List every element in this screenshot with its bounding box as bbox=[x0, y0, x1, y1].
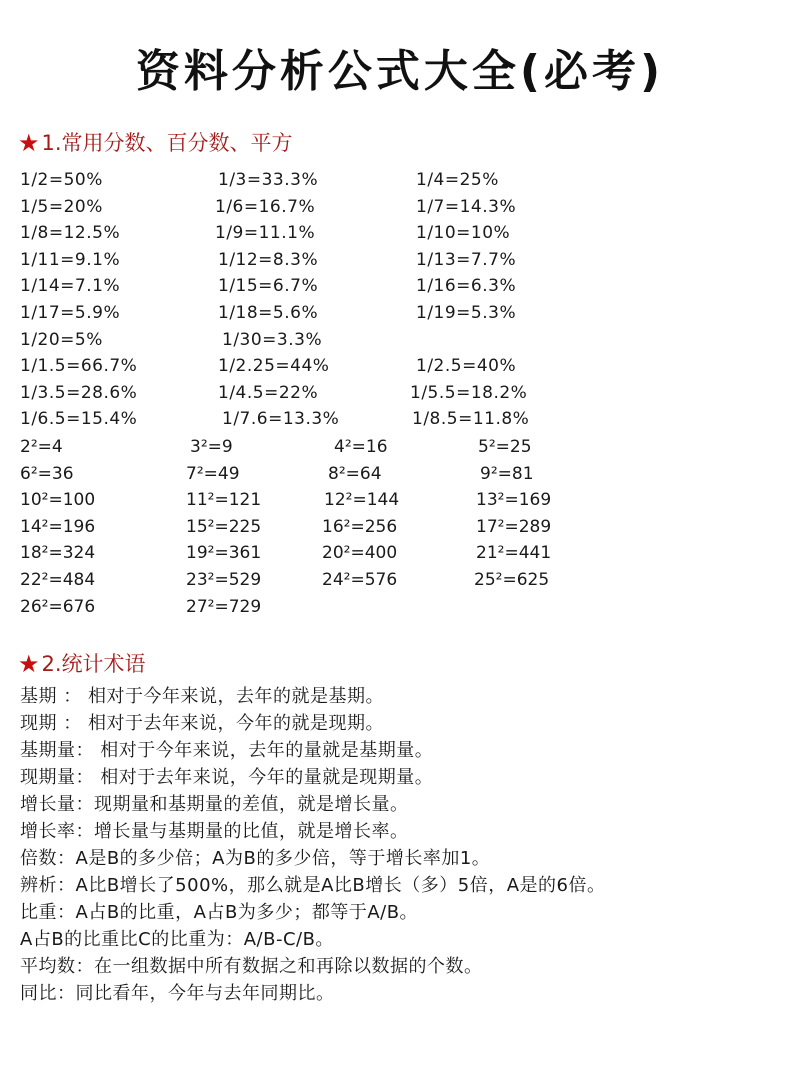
fraction-cell: 1/12=8.3% bbox=[218, 249, 319, 270]
square-cell: 7²=49 bbox=[186, 463, 240, 484]
section-2-heading bbox=[18, 650, 146, 678]
term-item: A占B的比重比C的比重为：A/B-C/B。 bbox=[20, 929, 334, 950]
fraction-cell: 1/2=50% bbox=[20, 170, 103, 190]
term-item: 现期量： 相对于去年来说，今年的量就是现期量。 bbox=[20, 767, 434, 788]
square-cell: 16²=256 bbox=[322, 516, 398, 537]
section-1-heading bbox=[18, 129, 293, 157]
fraction-row bbox=[20, 194, 780, 221]
fraction-row bbox=[20, 353, 780, 380]
fraction-cell: 1/19=5.3% bbox=[416, 302, 517, 323]
fraction-cell: 1/4=25% bbox=[416, 170, 499, 190]
square-cell: 11²=121 bbox=[186, 490, 262, 511]
fraction-cell: 1/3.5=28.6% bbox=[20, 382, 138, 403]
fraction-row bbox=[20, 167, 780, 194]
term-item: 倍数：A是B的多少倍；A为B的多少倍，等于增长率加1。 bbox=[20, 848, 491, 869]
square-cell: 4²=16 bbox=[334, 437, 388, 457]
fraction-cell: 1/9=11.1% bbox=[215, 223, 316, 244]
fraction-cell: 1/20=5% bbox=[20, 329, 103, 350]
fraction-row bbox=[20, 273, 780, 300]
square-cell: 25²=625 bbox=[474, 569, 550, 590]
fraction-row bbox=[20, 247, 780, 274]
square-row bbox=[20, 434, 780, 461]
fraction-cell: 1/7.6=13.3% bbox=[222, 409, 340, 430]
section-2-heading-text: 2.统计术语 bbox=[41, 652, 146, 676]
square-cell: 22²=484 bbox=[20, 569, 96, 590]
squares-table bbox=[20, 434, 780, 620]
fraction-cell: 1/4.5=22% bbox=[218, 382, 319, 403]
fraction-cell: 1/16=6.3% bbox=[416, 276, 517, 297]
fraction-cell: 1/8.5=11.8% bbox=[412, 409, 530, 430]
square-cell: 15²=225 bbox=[186, 516, 262, 537]
fraction-cell: 1/2.5=40% bbox=[416, 356, 517, 377]
fraction-cell: 1/2.25=44% bbox=[218, 356, 330, 377]
term-item: 基期 ： 相对于今年来说，去年的就是基期。 bbox=[20, 686, 384, 707]
square-cell: 19²=361 bbox=[186, 543, 262, 564]
term-item: 增长率：增长量与基期量的比值，就是增长率。 bbox=[20, 821, 409, 842]
term-item: 基期量： 相对于今年来说，去年的量就是基期量。 bbox=[20, 740, 434, 761]
page-title: 资料分析公式大全(必考) bbox=[135, 46, 665, 97]
term-item: 增长量：现期量和基期量的差值，就是增长量。 bbox=[20, 794, 409, 815]
star-icon: ★ bbox=[18, 129, 40, 157]
square-row bbox=[20, 594, 780, 621]
square-cell: 8²=64 bbox=[328, 463, 382, 484]
square-cell: 23²=529 bbox=[186, 569, 262, 590]
fraction-cell: 1/8=12.5% bbox=[20, 223, 121, 244]
square-cell: 6²=36 bbox=[20, 463, 74, 484]
section-1-heading-text: 1.常用分数、百分数、平方 bbox=[41, 131, 293, 155]
fraction-cell: 1/17=5.9% bbox=[20, 302, 121, 323]
square-row bbox=[20, 514, 780, 541]
square-row bbox=[20, 540, 780, 567]
fraction-row bbox=[20, 220, 780, 247]
fraction-cell: 1/15=6.7% bbox=[218, 276, 319, 297]
square-cell: 18²=324 bbox=[20, 543, 96, 564]
square-cell: 26²=676 bbox=[20, 596, 96, 617]
term-item: 平均数：在一组数据中所有数据之和再除以数据的个数。 bbox=[20, 956, 483, 977]
fraction-row bbox=[20, 406, 780, 433]
square-row bbox=[20, 487, 780, 514]
fraction-cell: 1/13=7.7% bbox=[416, 249, 517, 270]
square-cell: 5²=25 bbox=[478, 437, 532, 457]
square-cell: 10²=100 bbox=[20, 490, 96, 511]
term-item: 比重：A占B的比重，A占B为多少；都等于A/B。 bbox=[20, 902, 419, 923]
square-row bbox=[20, 461, 780, 488]
fraction-cell: 1/6=16.7% bbox=[215, 196, 316, 217]
term-item: 辨析：A比B增长了500%，那么就是A比B增长（多）5倍，A是的6倍。 bbox=[20, 875, 606, 896]
fraction-cell: 1/18=5.6% bbox=[218, 302, 319, 323]
term-item: 现期 ： 相对于去年来说，今年的就是现期。 bbox=[20, 713, 384, 734]
fraction-cell: 1/11=9.1% bbox=[20, 249, 121, 270]
fraction-cell: 1/5=20% bbox=[20, 196, 103, 217]
square-cell: 21²=441 bbox=[476, 543, 552, 564]
square-cell: 17²=289 bbox=[476, 516, 552, 537]
fraction-cell: 1/5.5=18.2% bbox=[410, 382, 528, 403]
fraction-row bbox=[20, 300, 780, 327]
square-row bbox=[20, 567, 780, 594]
fraction-cell: 1/1.5=66.7% bbox=[20, 356, 138, 377]
fraction-cell: 1/30=3.3% bbox=[222, 329, 323, 350]
square-cell: 20²=400 bbox=[322, 543, 398, 564]
fractions-table bbox=[20, 167, 780, 433]
square-cell: 27²=729 bbox=[186, 596, 262, 617]
fraction-cell: 1/14=7.1% bbox=[20, 276, 121, 297]
square-cell: 3²=9 bbox=[190, 437, 233, 457]
fraction-cell: 1/10=10% bbox=[416, 223, 511, 244]
square-cell: 13²=169 bbox=[476, 490, 552, 511]
fraction-cell: 1/3=33.3% bbox=[218, 170, 319, 190]
term-item: 同比：同比看年，今年与去年同期比。 bbox=[20, 983, 335, 1004]
star-icon: ★ bbox=[18, 650, 40, 678]
fraction-cell: 1/7=14.3% bbox=[416, 196, 517, 217]
square-cell: 12²=144 bbox=[324, 490, 400, 511]
square-cell: 2²=4 bbox=[20, 437, 63, 457]
square-cell: 24²=576 bbox=[322, 569, 398, 590]
statistics-terms-list bbox=[20, 683, 790, 1007]
fraction-row bbox=[20, 380, 780, 407]
square-cell: 14²=196 bbox=[20, 516, 96, 537]
fraction-cell: 1/6.5=15.4% bbox=[20, 409, 138, 430]
square-cell: 9²=81 bbox=[480, 463, 534, 484]
fraction-row bbox=[20, 327, 780, 354]
